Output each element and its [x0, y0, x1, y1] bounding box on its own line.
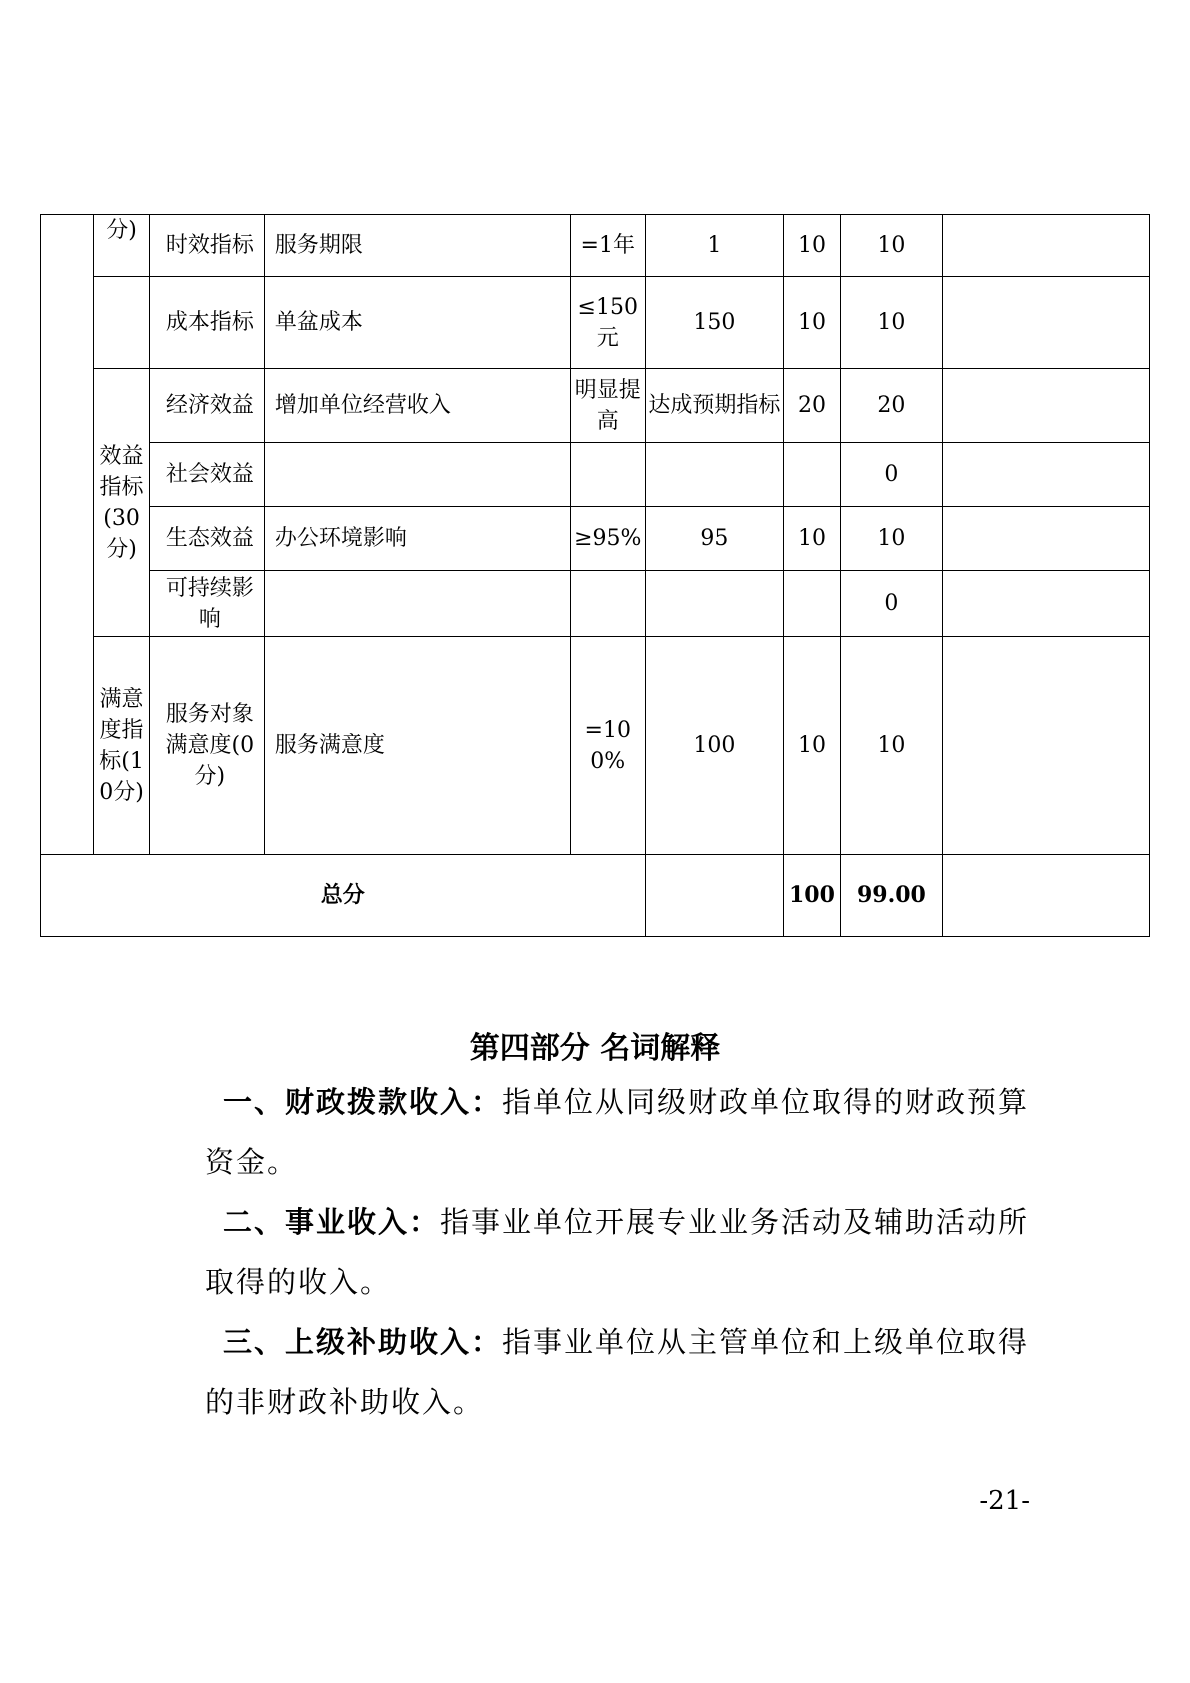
table-cell: 1 [645, 215, 784, 277]
total-actual: 99.00 [840, 855, 942, 937]
table-cell: 达成预期指标 [645, 369, 784, 443]
definition-term: 二、事业收入： [223, 1205, 441, 1239]
table-cell [645, 443, 784, 507]
table-cell-blank [94, 277, 149, 369]
table-cell [943, 277, 1150, 369]
table-cell [943, 443, 1150, 507]
table-row-total [41, 855, 1150, 937]
table-cell: 成本指标 [149, 277, 264, 369]
table-cell: 150 [645, 277, 784, 369]
table-row [41, 571, 1150, 637]
table-cell: 效益指标(30分) [94, 369, 149, 637]
table-cell: 服务期限 [264, 215, 570, 277]
table-cell [943, 507, 1150, 571]
total-score: 100 [784, 855, 841, 937]
table-cell: 生态效益 [149, 507, 264, 571]
table-row [41, 215, 1150, 277]
table-cell: 10 [784, 637, 841, 855]
table-cell: ≤150元 [570, 277, 645, 369]
table-cell: 10 [784, 277, 841, 369]
table-cell: 明显提高 [570, 369, 645, 443]
table-cell: 10 [784, 215, 841, 277]
table-cell: 10 [840, 507, 942, 571]
table-cell [784, 443, 841, 507]
table-cell [570, 443, 645, 507]
table-cell [943, 571, 1150, 637]
table-cell: 时效指标 [149, 215, 264, 277]
table-cell [645, 571, 784, 637]
definition-paragraph [205, 1312, 1035, 1432]
table-cell: 可持续影响 [149, 571, 264, 637]
section-title: 第四部分 名词解释 [469, 1031, 721, 1066]
table-cell [943, 855, 1150, 937]
table-cell: 单盆成本 [264, 277, 570, 369]
table-cell: 增加单位经营收入 [264, 369, 570, 443]
table-cell: 10 [784, 507, 841, 571]
table-cell [264, 443, 570, 507]
total-label: 总分 [41, 855, 646, 937]
table-cell: 100 [645, 637, 784, 855]
table-cell [943, 637, 1150, 855]
definition-term: 三、上级补助收入： [223, 1325, 503, 1359]
table-row [41, 637, 1150, 855]
table-cell [943, 215, 1150, 277]
definition-text: 指单位从同级财政单位取得的财政预算资金。 [205, 1085, 1030, 1179]
table-cell: 0 [840, 571, 942, 637]
definition-text: 指事业单位从主管单位和上级单位取得的非财政补助收入。 [205, 1325, 1030, 1419]
table-cell: 服务满意度 [264, 637, 570, 855]
table-cell: 服务对象满意度(0分) [149, 637, 264, 855]
definition-paragraph [205, 1192, 1035, 1312]
table-cell: 10 [840, 637, 942, 855]
table-cell: =100% [570, 637, 645, 855]
table-cell: 20 [784, 369, 841, 443]
table-cell [943, 369, 1150, 443]
table-cell: 办公环境影响 [264, 507, 570, 571]
table-cell: =1年 [570, 215, 645, 277]
definition-term: 一、财政拨款收入： [223, 1085, 503, 1119]
table-row [41, 507, 1150, 571]
table-row [41, 277, 1150, 369]
performance-table [40, 214, 1150, 937]
table-row [41, 443, 1150, 507]
table-cell: 20 [840, 369, 942, 443]
table-cell: 0 [840, 443, 942, 507]
table-cell: 10 [840, 215, 942, 277]
definition-paragraph [205, 1072, 1035, 1192]
table-cell: 经济效益 [149, 369, 264, 443]
table-cell [264, 571, 570, 637]
table-cell: 分) [94, 215, 149, 277]
table-cell: 10 [840, 277, 942, 369]
table-cell [645, 855, 784, 937]
definition-text: 指事业单位开展专业业务活动及辅助活动所取得的收入。 [205, 1205, 1030, 1299]
table-cell: 满意度指标(10分) [94, 637, 149, 855]
table-cell [570, 571, 645, 637]
table-row [41, 369, 1150, 443]
table-cell: ≥95% [570, 507, 645, 571]
table-cell: 社会效益 [149, 443, 264, 507]
table-cell [784, 571, 841, 637]
table-cell: 95 [645, 507, 784, 571]
page-number: -21- [979, 1486, 1030, 1516]
table-cell-blank [41, 215, 94, 855]
